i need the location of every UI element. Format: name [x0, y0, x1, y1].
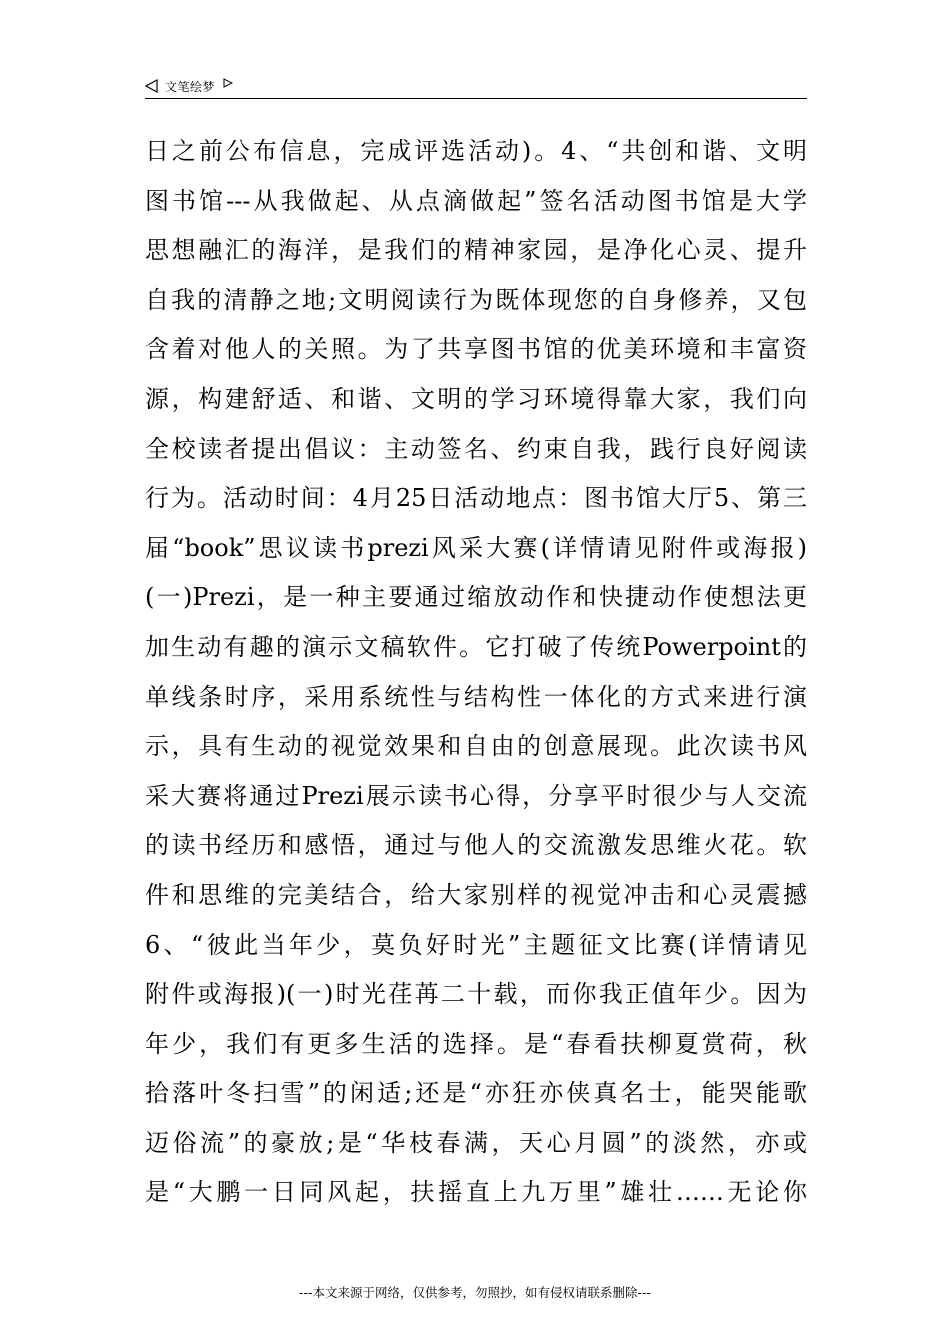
text-line: 思想融汇的海洋，是我们的精神家园，是净化心灵、提升 — [145, 236, 807, 265]
triangle-left-icon — [145, 79, 159, 93]
text-line: 图书馆---从我做起、从点滴做起”签名活动图书馆是大学 — [145, 186, 807, 215]
header-title: 文笔绘梦 — [165, 79, 216, 94]
text-line: 源，构建舒适、和谐、文明的学习环境得靠大家，我们向 — [145, 384, 807, 413]
text-line: 自我的清静之地;文明阅读行为既体现您的自身修养，又包 — [145, 285, 807, 314]
text-line: (一)Prezi，是一种主要通过缩放动作和快捷动作使想法更 — [145, 583, 807, 612]
triangle-right-icon — [223, 78, 233, 88]
text-line: 单线条时序，采用系统性与结构性一体化的方式来进行演 — [145, 682, 807, 711]
text-line: 是“大鹏一日同风起，扶摇直上九万里”雄壮……无论你 — [145, 1178, 807, 1207]
text-line: 全校读者提出倡议：主动签名、约束自我，践行良好阅读 — [145, 434, 807, 463]
text-line: 示，具有生动的视觉效果和自由的创意展现。此次读书风 — [145, 732, 807, 761]
text-line: 附件或海报)(一)时光荏苒二十载，而你我正值年少。因为 — [145, 980, 807, 1009]
text-line: 6、“彼此当年少，莫负好时光”主题征文比赛(详情请见 — [145, 930, 807, 959]
page-header — [145, 74, 807, 99]
text-line: 拾落叶冬扫雪”的闲适;还是“亦狂亦侠真名士，能哭能歌 — [145, 1079, 807, 1108]
text-line: 件和思维的完美结合，给大家别样的视觉冲击和心灵震撼 — [145, 880, 807, 909]
text-line: 届“book”思议读书prezi风采大赛(详情请见附件或海报) — [145, 533, 807, 562]
text-line: 年少，我们有更多生活的选择。是“春看扶柳夏赏荷，秋 — [145, 1029, 807, 1058]
text-line: 含着对他人的关照。为了共享图书馆的优美环境和丰富资 — [145, 335, 807, 364]
text-line: 加生动有趣的演示文稿软件。它打破了传统Powerpoint的 — [145, 632, 807, 661]
text-line: 的读书经历和感悟，通过与他人的交流激发思维火花。软 — [145, 831, 807, 860]
text-line: 采大赛将通过Prezi展示读书心得，分享平时很少与人交流 — [145, 781, 807, 810]
page-footer: ---本文来源于网络，仅供参考，勿照抄，如有侵权请联系删除--- — [298, 1285, 652, 1300]
text-line: 日之前公布信息，完成评选活动)。4、“共创和谐、文明 — [145, 137, 807, 165]
text-line: 行为。活动时间：4月25日活动地点：图书馆大厅5、第三 — [145, 484, 807, 513]
document-body — [145, 127, 807, 1218]
text-line: 迈俗流”的豪放;是“华枝春满，天心月圆”的淡然，亦或 — [145, 1128, 807, 1157]
